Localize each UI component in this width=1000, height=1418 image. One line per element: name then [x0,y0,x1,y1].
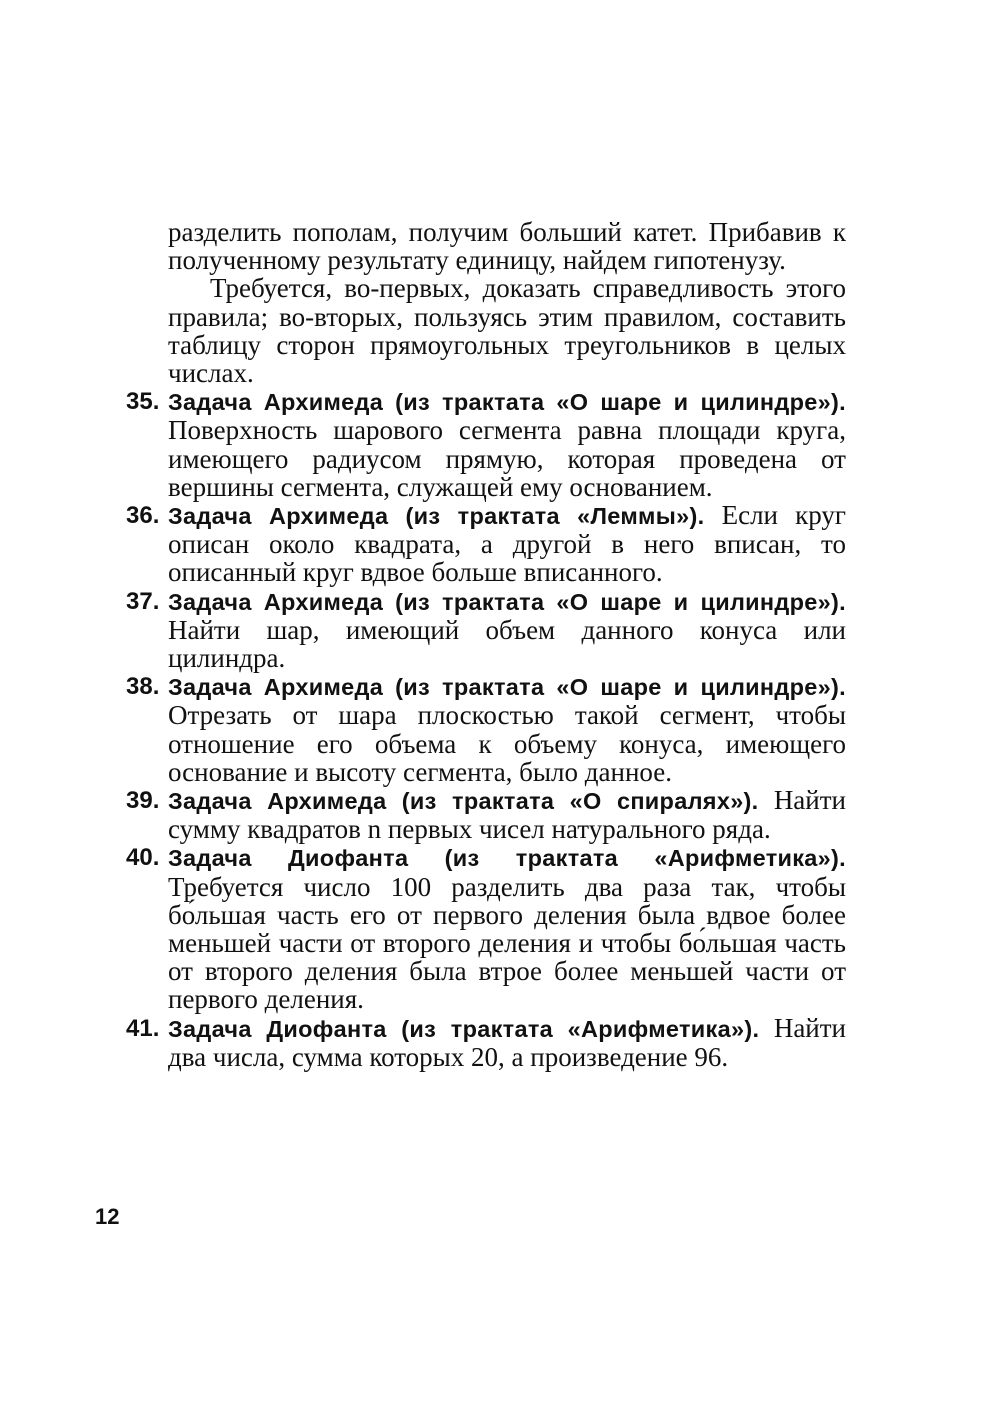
problem-body [168,501,846,587]
page-number: 12 [95,1204,120,1229]
intro-paragraph-1: разделить пополам, получим больший катет. Прибавив к полученному результату единицу, найдем гипотенузу. [168,217,846,276]
problem-title: Задача Архимеда (из трактата «Леммы»). [168,503,705,530]
problem-text: Требуется число 100 разделить два раза так, чтобы бо́льшая часть его от первого деления была вдвое более меньшей части от второго деления и чтобы бо́льшая часть от второго деления была втрое более меньшей части от первого деления. [168,871,846,1015]
problem-text: Поверхность шарового сегмента равна площади круга, имеющего радиусом прямую, которая проведена от вершины сегмента, служащей ему основанием. [168,415,846,502]
problem-number: 40. [126,844,160,872]
problem-number: 41. [126,1014,160,1042]
problem-number: 37. [126,587,160,615]
problem-body [168,387,846,501]
problem-body [168,843,846,1013]
problem-number: 35. [126,388,160,416]
problem-body [168,1014,846,1071]
problem-text: Найти сумму квадратов n первых чисел натурального ряда. [168,785,846,845]
problem-title: Задача Архимеда (из трактата «О шаре и цилиндре»). [168,588,846,615]
problem-38 [126,672,846,786]
problem-number: 36. [126,502,160,530]
problem-text: Отрезать от шара плоскостью такой сегмент, чтобы отношение его объема к объему конуса, имеющего основание и высоту сегмента, было данное. [168,700,846,787]
problem-number: 39. [126,787,160,815]
problem-text: Найти шар, имеющий объем данного конуса или цилиндра. [168,614,846,674]
problem-37 [126,587,846,673]
problem-number: 38. [126,673,160,701]
problem-text: Найти два числа, сумма которых 20, а произведение 96. [168,1012,847,1072]
problem-title: Задача Архимеда (из трактата «О шаре и цилиндре»). [168,389,846,416]
problem-body [168,587,846,673]
problem-39 [126,786,846,843]
intro-paragraph-2: Требуется, во-первых, доказать справедливость этого правила; во-вторых, пользуясь этим правилом, составить таблицу сторон прямоугольных треугольников в целых числах. [168,273,846,389]
problem-35 [126,387,846,501]
problem-36 [126,501,846,587]
problem-title: Задача Диофанта (из трактата «Арифметика»). [168,845,846,872]
problem-body [168,672,846,786]
problem-text: Если круг описан около квадрата, а другой в него вписан, то описанный круг вдвое больше вписанного. [168,500,847,588]
problem-title: Задача Архимеда (из трактата «О шаре и цилиндре»). [168,674,846,701]
page-text [126,218,846,1071]
problem-40 [126,843,846,1013]
problem-title: Задача Архимеда (из трактата «О спиралях»). [168,788,759,815]
problem-41 [126,1014,846,1071]
problem-body [168,786,846,843]
problem-title: Задача Диофанта (из трактата «Арифметика»). [168,1015,760,1042]
